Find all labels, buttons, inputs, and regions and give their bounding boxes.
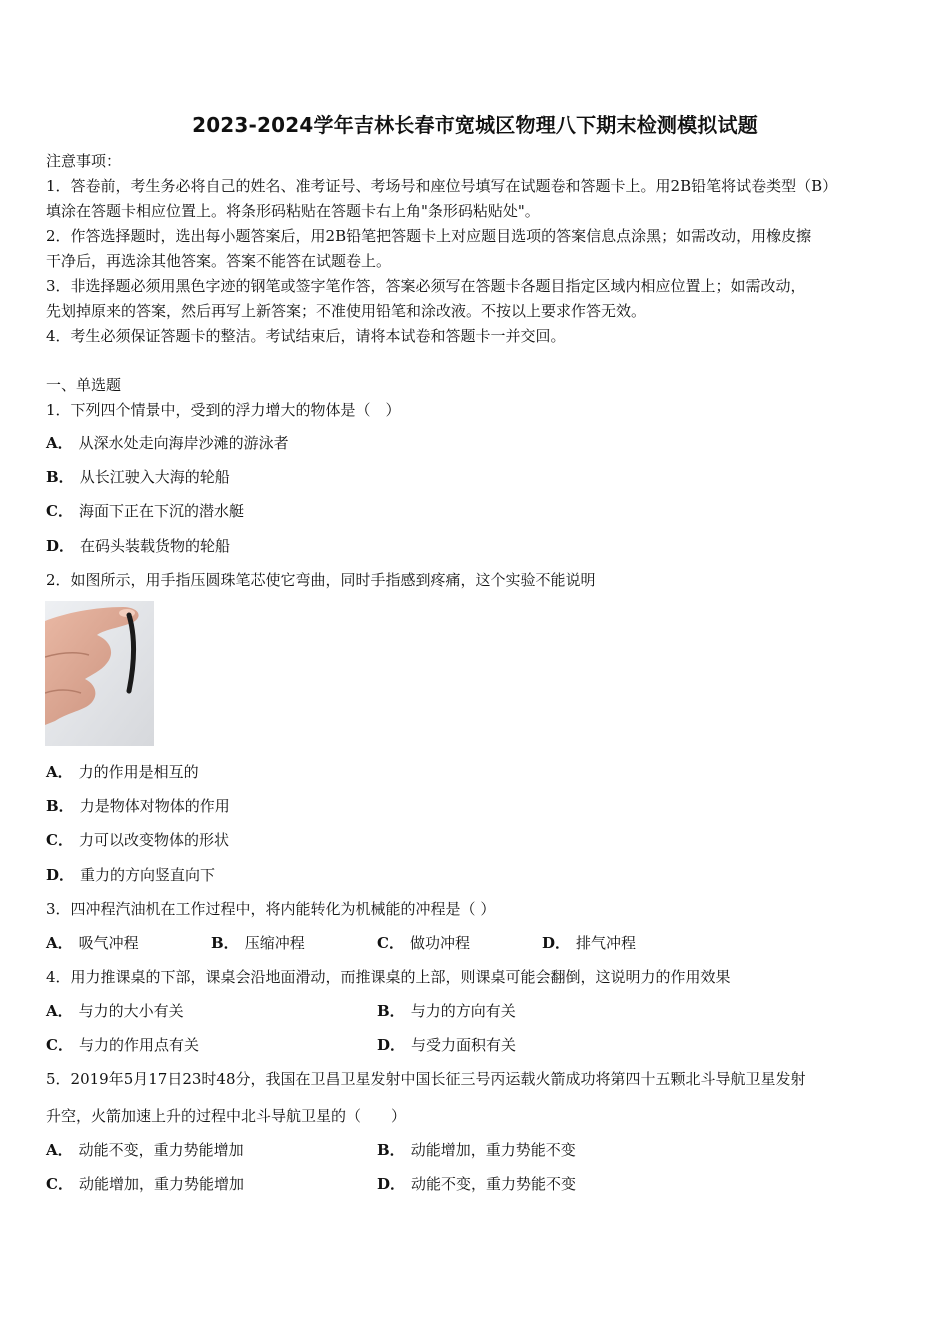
exam-title: 2023-2024学年吉林长春市宽城区物理八下期末检测模拟试题 [192, 113, 758, 137]
option-4c: C． 与力的作用点有关 [46, 1036, 199, 1054]
option-2a: A． 力的作用是相互的 [46, 763, 199, 781]
section-heading: 一、单选题 [46, 376, 122, 394]
option-1d: D． 在码头装载货物的轮船 [46, 537, 231, 555]
option-3a: A． 吸气冲程 [46, 934, 139, 952]
question-1-stem: 1．下列四个情景中，受到的浮力增大的物体是（ ） [46, 401, 401, 419]
option-3d: D． 排气冲程 [542, 934, 637, 952]
notice-heading: 注意事项： [46, 152, 122, 170]
option-4d: D． 与受力面积有关 [377, 1036, 517, 1054]
option-4a: A． 与力的大小有关 [46, 1002, 184, 1020]
option-5c: C． 动能增加，重力势能增加 [46, 1175, 244, 1193]
question-2-stem: 2．如图所示，用手指压圆珠笔芯使它弯曲，同时手指感到疼痛，这个实验不能说明 [46, 571, 596, 589]
option-2b: B． 力是物体对物体的作用 [46, 797, 230, 815]
notice-line: 干净后，再选涂其他答案。答案不能答在试题卷上。 [46, 252, 392, 270]
notice-line: 2．作答选择题时，选出每小题答案后，用2B铅笔把答题卡上对应题目选项的答案信息点涂黑；如需改动，用橡皮擦 [46, 227, 812, 245]
option-3c: C． 做功冲程 [377, 934, 470, 952]
question-4-stem: 4．用力推课桌的下部，课桌会沿地面滑动，而推课桌的上部，则课桌可能会翻倒，这说明力的作用效果 [46, 968, 731, 986]
option-2d: D． 重力的方向竖直向下 [46, 866, 216, 884]
finger-pressing-pen-refill-photo [45, 601, 154, 746]
option-5a: A． 动能不变，重力势能增加 [46, 1141, 244, 1159]
notice-line: 填涂在答题卡相应位置上。将条形码粘贴在答题卡右上角"条形码粘贴处"。 [46, 202, 540, 220]
notice-line: 4．考生必须保证答题卡的整洁。考试结束后，请将本试卷和答题卡一并交回。 [46, 327, 566, 345]
notice-line: 先划掉原来的答案，然后再写上新答案；不准使用铅笔和涂改液。不按以上要求作答无效。 [46, 302, 647, 320]
option-1a: A． 从深水处走向海岸沙滩的游泳者 [46, 434, 289, 452]
question-3-stem: 3．四冲程汽油机在工作过程中，将内能转化为机械能的冲程是（ ） [46, 900, 496, 918]
option-1c: C． 海面下正在下沉的潜水艇 [46, 502, 244, 520]
notice-line: 1．答卷前，考生务必将自己的姓名、准考证号、考场号和座位号填写在试题卷和答题卡上。用2B铅笔将试卷类型（B） [46, 177, 838, 195]
option-5b: B． 动能增加，重力势能不变 [377, 1141, 576, 1159]
question-5-stem-cont: 升空，火箭加速上升的过程中北斗导航卫星的（ ） [46, 1107, 407, 1125]
option-4b: B． 与力的方向有关 [377, 1002, 516, 1020]
notice-line: 3．非选择题必须用黑色字迹的钢笔或签字笔作答，答案必须写在答题卡各题目指定区域内相应位置上；如需改动， [46, 277, 806, 295]
option-2c: C． 力可以改变物体的形状 [46, 831, 229, 849]
option-5d: D． 动能不变，重力势能不变 [377, 1175, 577, 1193]
question-5-stem: 5．2019年5月17日23时48分，我国在卫昌卫星发射中国长征三号丙运载火箭成功将第四十五颗北斗导航卫星发射 [46, 1070, 806, 1088]
option-3b: B． 压缩冲程 [211, 934, 305, 952]
option-1b: B． 从长江驶入大海的轮船 [46, 468, 230, 486]
